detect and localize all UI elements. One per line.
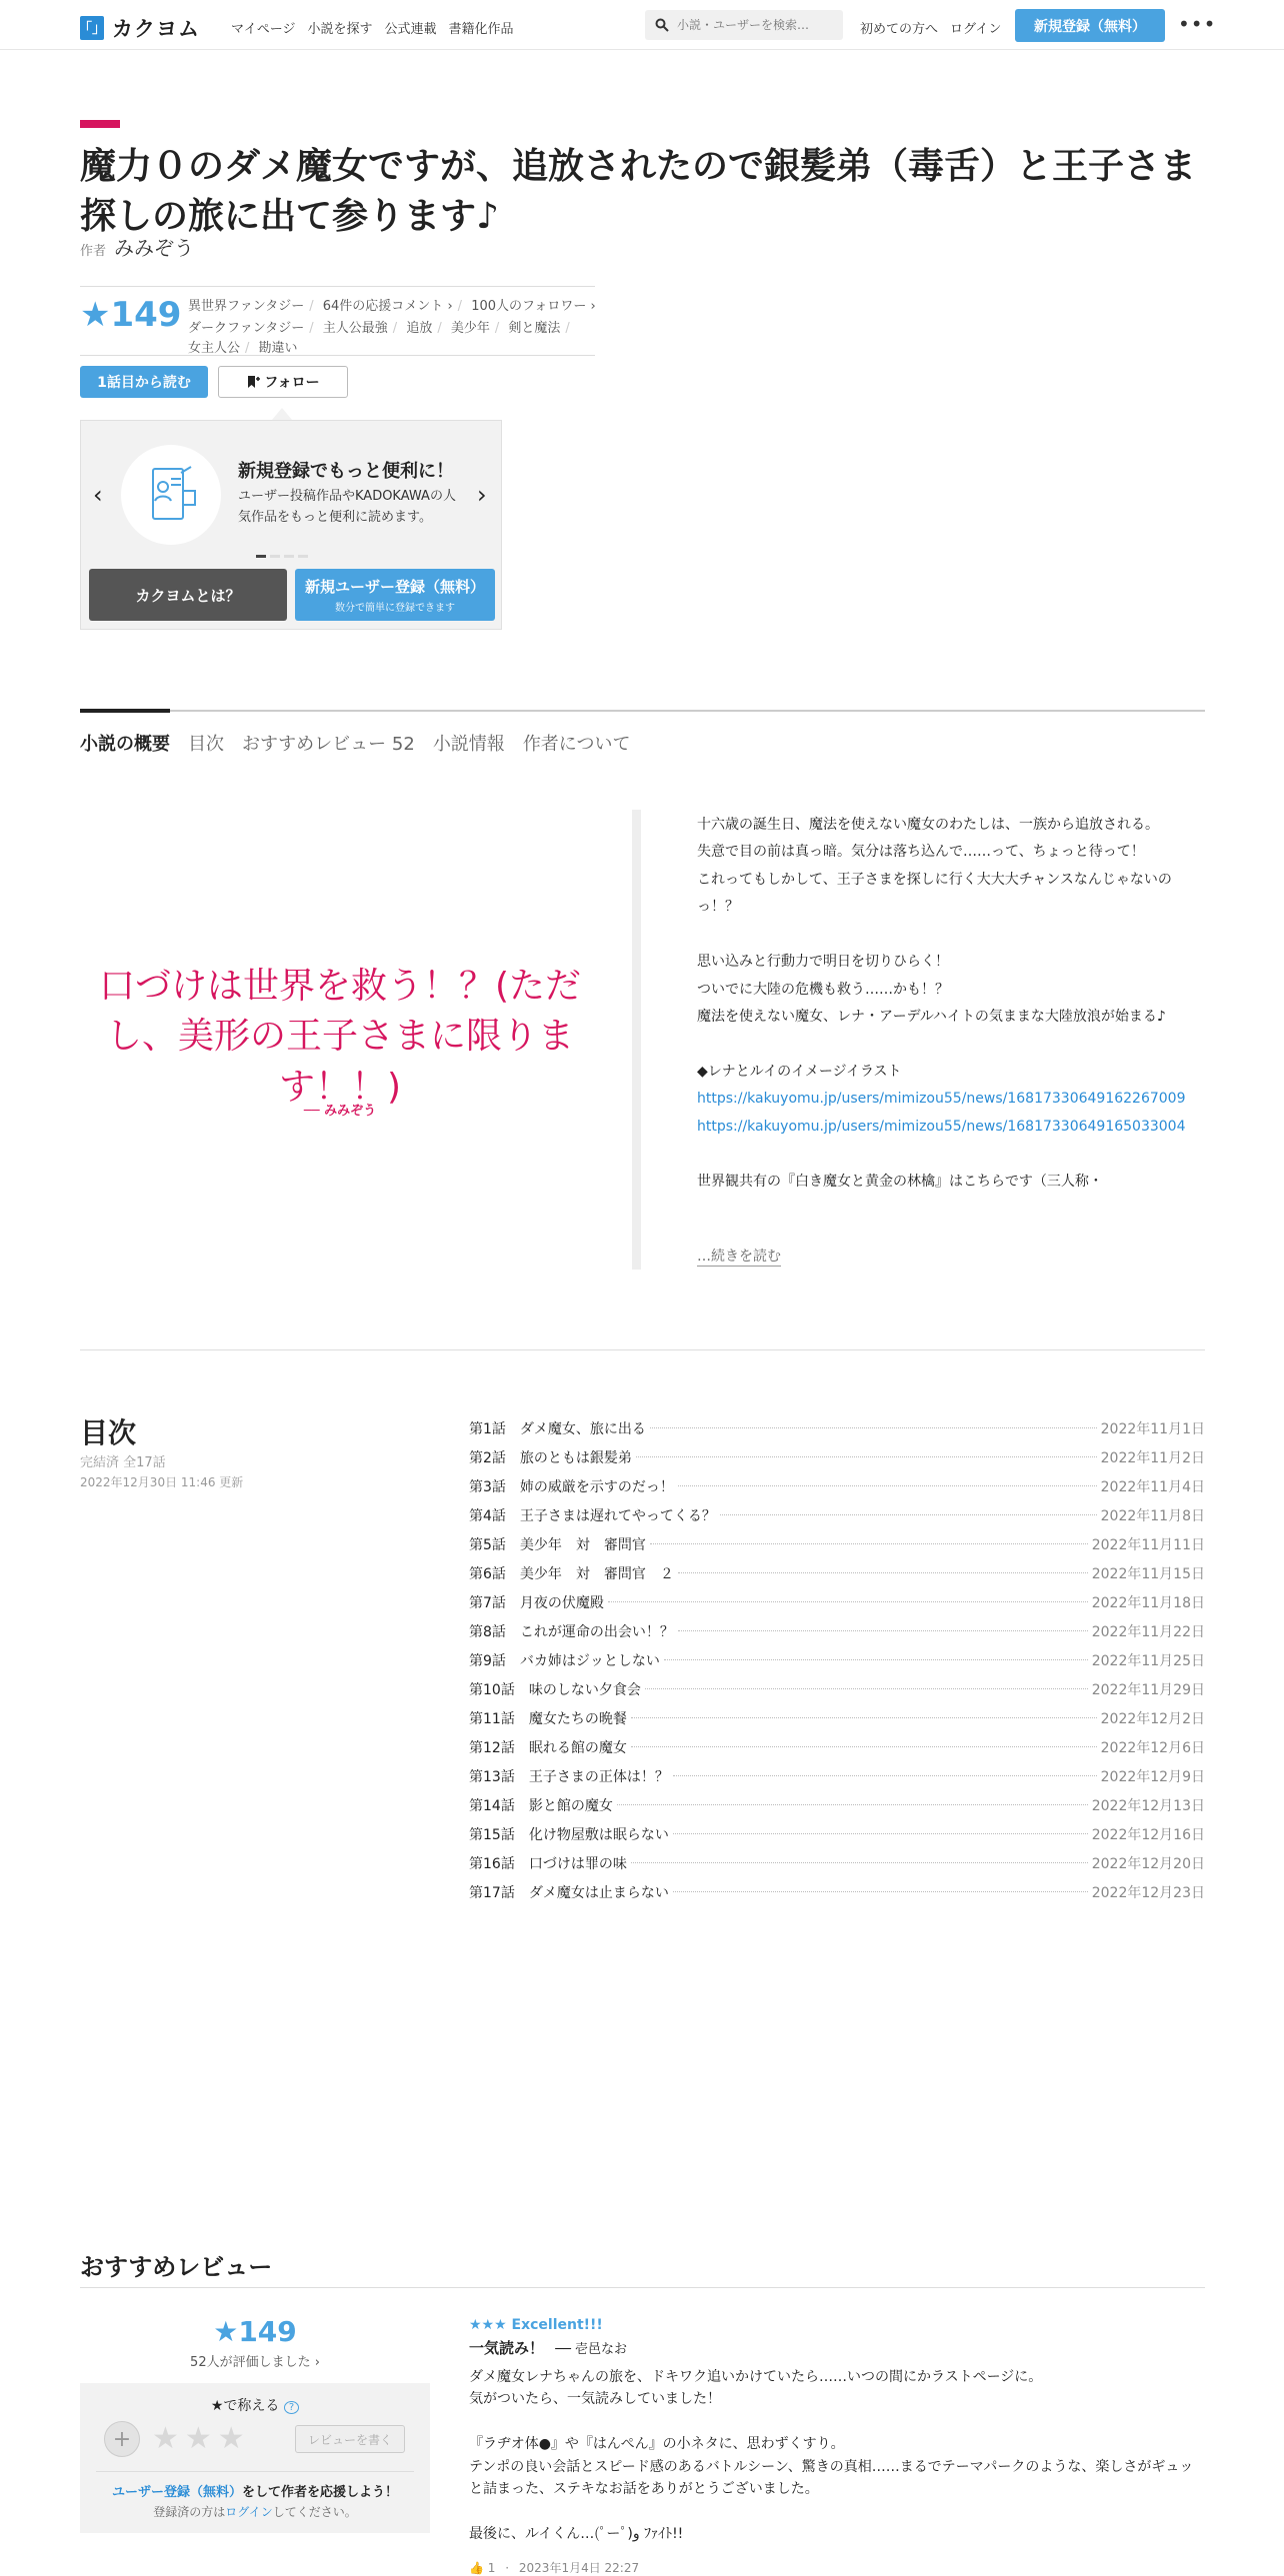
support-cta [80,2481,430,2500]
episode-row[interactable] [469,1558,1205,1587]
read-first-episode-button[interactable]: 1話目から読む [80,366,208,398]
episode-row[interactable] [469,1413,1205,1442]
register-sublabel: 数分で簡単に登録できます [335,603,455,614]
review-rating: ★★★ Excellent!!! [469,2317,603,2333]
comments-link[interactable]: 64件の応援コメント › [322,299,453,314]
tab-reviews[interactable]: おすすめレビュー 52 [242,734,415,755]
login-link[interactable]: ログイン [950,22,1002,37]
review-item [469,2317,1205,2576]
promo-title: 新規登録でもっと便利に！ [238,461,454,482]
dot-leader [631,1746,1097,1747]
episode-date: 2022年11月25日 [1091,1652,1205,1669]
cta-text: をして作者を応援しよう！ [242,2485,399,2500]
register-link[interactable]: ユーザー登録（無料） [111,2485,242,2500]
episode-date: 2022年12月16日 [1091,1826,1205,1843]
episode-row[interactable] [469,1790,1205,1819]
bookmark-plus-icon [246,375,260,389]
search-icon [655,18,669,32]
episode-date: 2022年11月11日 [1091,1536,1205,1553]
logo-text: カクヨム [112,17,200,41]
episode-row[interactable] [469,1645,1205,1674]
work-title[interactable]: 魔力０のダメ魔女ですが、追放されたので銀髪弟（毒舌）と王子さま探しの旅に出て参ります♪ [80,146,1197,237]
chevron-left-icon[interactable]: ‹ [93,481,103,509]
episode-row[interactable] [469,1587,1205,1616]
help-icon[interactable]: ? [284,2401,299,2414]
episode-row[interactable] [469,1442,1205,1471]
register-button[interactable] [295,569,495,621]
episode-title: 第17話 ダメ魔女は止まらない [469,1884,669,1901]
episode-date: 2022年11月8日 [1100,1507,1205,1524]
episode-title: 第3話 姉の威厳を示すのだっ！ [469,1478,674,1495]
work-tabs [80,730,630,756]
dot-leader [673,1891,1088,1892]
episode-row[interactable] [469,1877,1205,1906]
intro-line: 魔法を使えない魔女、レナ・アーデルハイトの気ままな大陸放浪が始まる♪ [697,1009,1166,1026]
rate-label [80,2395,430,2415]
tag-item[interactable]: 美少年 [450,321,490,336]
introduction [697,812,1187,1196]
dot-leader [636,1456,1097,1457]
episode-date: 2022年12月6日 [1100,1739,1205,1756]
reviews-title: おすすめレビュー [80,2253,273,2281]
episode-date: 2022年12月20日 [1091,1855,1205,1872]
episode-title: 第13話 王子さまの正体は！？ [469,1768,669,1785]
register-label: 新規ユーザー登録（無料） [304,578,485,596]
more-dots-icon[interactable]: ••• [1178,12,1217,36]
genre-link[interactable]: 異世界ファンタジー [188,299,305,314]
review-login-link[interactable]: ログイン [225,2505,273,2519]
carousel-dot[interactable] [298,555,308,558]
comments-count: 64件の応援コメント [322,299,444,314]
tag-item[interactable]: 剣と魔法 [508,321,561,336]
toc-status: 完結済 全17話 [80,1455,166,1470]
tab-novel-info[interactable]: 小説情報 [432,734,505,755]
review-line: ダメ魔女レナちゃんの旅を、ドキワク追いかけていたら……いつの間にかラストページに。 [469,2369,1043,2385]
chevron-right-icon[interactable]: › [477,481,487,509]
intro-blank [697,1141,1187,1168]
episode-title: 第14話 影と館の魔女 [469,1797,613,1814]
tag-list: ダークファンタジー / 主人公最強 / 追放 / 美少年 / 剣と魔法 / 女主人公 / 勘違い [188,321,570,357]
carousel-dot[interactable] [256,555,266,558]
author-name-link[interactable]: みみぞう [114,236,195,260]
episode-title: 第4話 王子さまは遅れてやってくる？ [469,1507,716,1524]
episode-date: 2022年11月1日 [1100,1420,1205,1437]
intro-line: 失意で目の前は真っ暗。気分は落ち込んで……って、ちょっと待って！ [697,844,1145,861]
intro-side-bar [632,810,641,1270]
carousel-dot[interactable] [270,555,280,558]
nav-official-series[interactable]: 公式連載 [384,22,437,37]
episode-title: 第1話 ダメ魔女、旅に出る [469,1420,646,1437]
signup-button[interactable]: 新規登録（無料） [1015,9,1165,42]
followers-link[interactable]: 100人のフォロワー › [471,299,596,314]
episode-title: 第15話 化け物屋敷は眠らない [469,1826,669,1843]
episode-date: 2022年11月18日 [1091,1594,1205,1611]
stats-row: 異世界ファンタジー / 64件の応援コメント › / 100人のフォロワー › [188,299,596,314]
episode-date: 2022年12月9日 [1100,1768,1205,1785]
episode-date: 2022年12月13日 [1091,1797,1205,1814]
review-count-link[interactable]: 52人が評価しました › [190,2355,320,2370]
tag-item[interactable]: 追放 [406,321,433,336]
episode-list [469,1413,1205,1906]
episode-row[interactable] [469,1500,1205,1529]
login-pre: 登録済の方は [153,2505,226,2519]
review-star-total: ★149 [213,2315,297,2348]
episode-date: 2022年12月2日 [1100,1710,1205,1727]
dot-leader [664,1659,1088,1660]
rating-box [80,2383,430,2533]
like-count: 1 [487,2561,496,2576]
dot-leader [673,1833,1088,1834]
rating-stars[interactable]: ★★★ [152,2421,251,2456]
intro-blank [697,1032,1187,1059]
tab-active-indicator [80,709,170,713]
followers-count: 100人のフォロワー [471,299,587,314]
review-line: 最後に、ルイくん…(ﾟーﾟ)و ﾌｧｲﾄ!! [469,2525,684,2542]
tab-overview[interactable]: 小説の概要 [80,734,170,755]
review-date: 2023年1月4日 22:27 [518,2561,640,2576]
reviews-divider [80,2287,1205,2288]
review-footer: 👍 1 · 2023年1月4日 22:27 [469,2561,640,2576]
signup-promo-card [80,420,502,630]
follow-button[interactable] [218,366,348,398]
review-blank [469,2411,1205,2433]
episode-row[interactable] [469,1761,1205,1790]
dot-leader [608,1601,1088,1602]
nav-published-works[interactable]: 書籍化作品 [448,22,514,37]
dot-leader [617,1804,1088,1805]
tab-toc[interactable]: 目次 [188,734,224,755]
episode-title: 第10話 味のしない夕食会 [469,1681,641,1698]
intro-line: 十六歳の誕生日、魔法を使えない魔女のわたしは、一族から追放される。 [697,817,1159,833]
episode-title: 第8話 これが運命の出会い！？ [469,1623,674,1640]
catchphrase-author: ── みみぞう [303,1104,377,1119]
follow-label: フォロー [264,375,320,391]
about-kakuyomu-button[interactable]: カクヨムとは？ [89,569,287,621]
author-label: 作者 [80,244,107,259]
promo-description: ユーザー投稿作品やKADOKAWAの人気作品をもっと便利に読めます。 [238,489,456,525]
episode-row[interactable] [469,1529,1205,1558]
search-box [645,10,843,40]
review-line: 気がついたら、一気読みしていました！ [469,2391,721,2408]
site-header [0,0,1284,50]
intro-blank [697,922,1187,949]
episode-date: 2022年11月2日 [1100,1449,1205,1466]
site-logo[interactable] [80,13,200,43]
episode-row[interactable] [469,1703,1205,1732]
search-input[interactable] [677,18,837,32]
reviewer-name[interactable]: ── 壱邑なお [555,2342,628,2357]
intro-line: 思い込みと行動力で明日を切りひらく！ [697,954,949,971]
login-post: してください。 [272,2505,357,2519]
read-more-link[interactable]: …続きを読む [697,1246,781,1267]
review-headline[interactable]: 一気読み！ [469,2339,545,2357]
review-count: 52人が評価しました [190,2355,311,2370]
dot-leader [645,1688,1088,1689]
dot-leader [678,1485,1097,1486]
login-note [80,2503,430,2520]
episode-title: 第2話 旅のともは銀髪弟 [469,1449,632,1466]
section-divider [80,1349,1205,1350]
star-count[interactable]: ★149 [80,295,182,335]
catchphrase: 口づけは世界を救う！？(ただし、美形の王子さまに限ります！！) [98,966,582,1108]
episode-date: 2022年12月23日 [1091,1884,1205,1901]
dot-leader [650,1427,1097,1428]
tag-item[interactable]: ダークファンタジー [188,321,305,336]
dot-leader [631,1862,1088,1863]
intro-line: 世界観共有の『白き魔女と黄金の林檎』はこちらです（三人称・ [697,1173,1103,1190]
review-body [469,2366,1205,2545]
episode-row[interactable] [469,1732,1205,1761]
dot-leader [720,1514,1097,1515]
reader-illustration-icon [139,463,203,527]
dot-leader [678,1572,1088,1573]
plus-icon[interactable]: + [104,2421,140,2457]
episode-title: 第12話 眠れる館の魔女 [469,1739,627,1756]
dot-leader [631,1717,1097,1718]
author-line [80,232,194,261]
review-blank [469,2500,1205,2522]
work-stats [80,286,595,356]
tab-about-author[interactable]: 作者について [522,734,631,755]
episode-title: 第5話 美少年 対 審問官 [469,1536,646,1553]
episode-title: 第11話 魔女たちの晩餐 [469,1710,627,1727]
rate-label-text: ★で称える [210,2398,280,2414]
toc-title: 目次 [80,1416,137,1449]
promo-caret [272,408,292,420]
episode-title: 第6話 美少年 対 審問官 ２ [469,1565,674,1582]
nav-mypage[interactable]: マイページ [231,22,296,37]
intro-line: ついでに大陸の危機も救う……かも！？ [697,981,949,998]
review-header [469,2337,1205,2358]
beginner-guide-link[interactable]: 初めての方へ [860,22,939,37]
episode-title: 第16話 口づけは罪の味 [469,1855,627,1872]
episode-date: 2022年11月4日 [1100,1478,1205,1495]
tab-divider [80,710,1205,712]
toc-updated: 2022年12月30日 11:46 更新 [80,1475,244,1489]
episode-row[interactable] [469,1471,1205,1500]
dot-leader [678,1630,1088,1631]
thumbs-up-icon[interactable]: 👍 [469,2561,484,2576]
global-nav [231,18,514,37]
episode-date: 2022年11月29日 [1091,1681,1205,1698]
episode-row[interactable] [469,1848,1205,1877]
tag-item[interactable]: 勘違い [258,341,298,357]
carousel-dot[interactable] [284,555,294,558]
title-accent-bar [80,120,120,128]
episode-row[interactable] [469,1674,1205,1703]
review-line: テンポの良い会話とスピード感のあるバトルシーン、驚きの真相……まるでテーマパークのような、楽しさがギュッと詰まった、ステキなお話をありがとうございました。 [469,2458,1194,2497]
promo-illustration [121,445,221,545]
nav-find-novels[interactable]: 小説を探す [307,22,373,37]
tag-item[interactable]: 主人公最強 [322,321,388,336]
illustration-link[interactable]: https://kakuyomu.jp/users/mimizou55/news/16817330649165033004 [697,1118,1186,1135]
intro-line: ◆レナとルイのイメージイラスト [697,1063,902,1080]
episode-title: 第7話 月夜の伏魔殿 [469,1594,604,1611]
intro-line: これってもしかして、王子さまを探しに行く大大大チャンスなんじゃないのっ！？ [697,871,1172,916]
carousel-dots [256,555,308,558]
write-review-button[interactable]: レビューを書く [295,2425,405,2453]
illustration-link[interactable]: https://kakuyomu.jp/users/mimizou55/news/16817330649162267009 [697,1091,1186,1108]
dot-leader [650,1543,1088,1544]
episode-date: 2022年11月22日 [1091,1623,1205,1640]
episode-date: 2022年11月15日 [1091,1565,1205,1582]
episode-title: 第9話 バカ姉はジッとしない [469,1652,660,1669]
rating-divider [96,2471,414,2472]
review-line: 『ラヂオ体●』や『はんぺん』の小ネタに、思わずくすり。 [469,2436,845,2453]
dot-leader [673,1775,1097,1776]
logo-mark: 「」 [80,16,104,40]
episode-row[interactable] [469,1616,1205,1645]
tag-item[interactable]: 女主人公 [188,341,241,357]
episode-row[interactable] [469,1819,1205,1848]
